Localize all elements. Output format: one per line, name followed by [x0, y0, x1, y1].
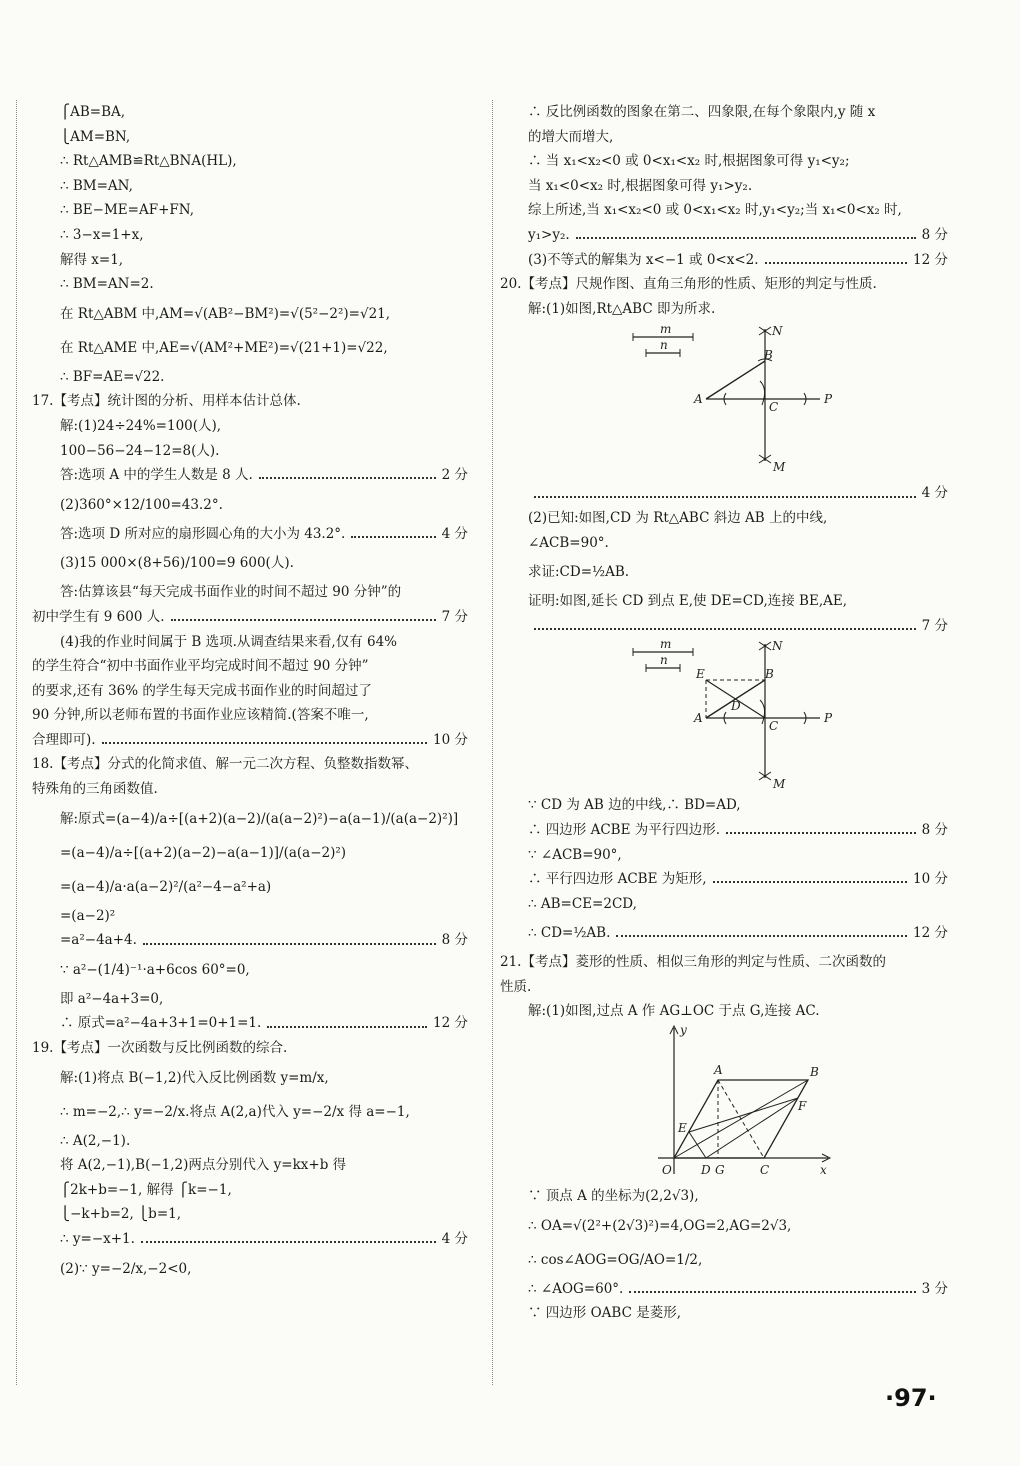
left-line-5: [60, 223, 468, 248]
dot-leader: [171, 619, 436, 621]
left-text-30: =(a−2)²: [60, 907, 116, 924]
left-line-15: [60, 488, 468, 522]
right-d-text-2: ∴ cos∠AOG=OG/AO=1/2,: [528, 1251, 703, 1268]
right-c-line-7: [500, 975, 948, 1000]
right-a-text-5: y₁>y₂.: [528, 226, 570, 243]
fig3-label-C: C: [760, 1163, 770, 1178]
right-b-text-2: ∠ACB=90°.: [528, 534, 609, 551]
left-line-36: [60, 1061, 468, 1095]
left-text-17: (3)15 000×(8+56)/100=9 600(人).: [60, 555, 294, 572]
left-text-37: ∴ m=−2,∴ y=−2/x.将点 A(2,a)代入 y=−2/x 得 a=−1,: [60, 1103, 410, 1120]
left-text-18: 答:估算该县“每天完成书面作业的时间不超过 90 分钟”的: [60, 584, 402, 601]
left-text-16: 答:选项 D 所对应的扇形圆心角的大小为 43.2°.: [60, 525, 346, 542]
right-c-score-5: 12 分: [913, 925, 948, 942]
right-a-text-0: ∴ 反比例函数的图象在第二、四象限,在每个象限内,y 随 x: [528, 104, 876, 120]
right-b-score-5: 7 分: [921, 617, 948, 634]
left-line-4: [60, 198, 468, 223]
column-divider-center: [492, 100, 493, 1385]
right-a-line-1: [528, 125, 948, 150]
left-text-29: =(a−4)/a·a(a−2)²/(a²−4−a²+a): [60, 878, 272, 895]
right-c-text-5: ∴ CD=½AB.: [528, 925, 611, 942]
right-a-text-2: ∴ 当 x₁<x₂<0 或 0<x₁<x₂ 时,根据图象可得 y₁<y₂;: [528, 153, 850, 170]
dot-leader: [102, 742, 427, 744]
right-c-line-5: [528, 916, 948, 950]
fig1-label-m: m: [660, 322, 672, 337]
left-text-0: ⎧AB=BA,: [60, 104, 126, 120]
fig2-label-M: M: [773, 777, 786, 792]
left-line-2: [60, 149, 468, 174]
left-text-7: ∴ BM=AN=2.: [60, 276, 154, 293]
left-line-29: [60, 870, 468, 904]
left-text-2: ∴ Rt△AMB≌Rt△BNA(HL),: [60, 153, 237, 170]
left-text-27: 解:原式=(a−4)/a÷[(a+2)(a−2)/(a(a−2)²)−a(a−1)/(a(a−2)²)]: [60, 810, 459, 827]
right-c-text-7: 性质.: [500, 978, 532, 995]
left-text-11: 17.【考点】统计图的分析、用样本估计总体.: [32, 393, 301, 410]
left-text-14: 答:选项 A 中的学生人数是 8 人.: [60, 467, 253, 484]
left-column: [32, 100, 468, 1286]
right-d-text-3: ∴ ∠AOG=60°.: [528, 1280, 624, 1297]
left-text-9: 在 Rt△AME 中,AE=√(AM²+ME²)=√(21+1)=√22,: [60, 339, 388, 356]
left-text-13: 100−56−24−12=8(人).: [60, 442, 220, 459]
left-line-23: [32, 703, 468, 728]
left-score-19: 7 分: [441, 608, 468, 625]
left-line-38: [60, 1129, 468, 1154]
fig1-label-A: A: [694, 392, 703, 407]
fig3-label-y: y: [680, 1024, 687, 1038]
left-line-35: [32, 1036, 468, 1061]
left-text-20: (4)我的作业时间属于 B 选项.从调查结果来看,仅有 64%: [60, 633, 398, 650]
left-text-1: ⎩AM=BN,: [60, 128, 131, 145]
dot-leader: [141, 1241, 436, 1243]
solution-19-continued: [500, 100, 948, 321]
dot-leader: [629, 1291, 915, 1293]
fig3-label-A: A: [714, 1063, 723, 1078]
right-d-text-1: ∴ OA=√(2²+(2√3)²)=4,OG=2,AG=2√3,: [528, 1217, 792, 1234]
right-c-text-1: ∴ 四边形 ACBE 为平行四边形.: [528, 821, 721, 838]
left-line-16: [60, 522, 468, 547]
dot-leader: [765, 262, 907, 264]
dot-leader: [713, 881, 907, 883]
left-line-3: [60, 174, 468, 199]
left-line-7: [60, 272, 468, 297]
fig2-label-A: A: [694, 711, 703, 726]
fig3-label-O: O: [662, 1163, 672, 1178]
right-a-line-2: [528, 149, 948, 174]
right-c-line-3: [528, 867, 948, 892]
left-score-24: 10 分: [433, 731, 468, 748]
right-d-line-1: [528, 1209, 948, 1243]
right-a-line-8: [528, 297, 948, 322]
dot-leader: [267, 1026, 427, 1028]
left-line-14: [60, 463, 468, 488]
dot-leader: [616, 935, 907, 937]
solution-20-part2: [528, 481, 948, 638]
right-c-score-1: 8 分: [921, 821, 948, 838]
dot-leader: [534, 496, 916, 498]
left-line-28: [60, 836, 468, 870]
fig2-label-C: C: [769, 719, 779, 734]
left-line-27: [60, 802, 468, 836]
left-line-18: [60, 580, 468, 605]
fig2-label-n: n: [660, 653, 668, 668]
fig1-label-B: B: [764, 348, 773, 363]
left-score-42: 4 分: [441, 1231, 468, 1247]
left-line-21: [32, 654, 468, 679]
right-a-line-0: [528, 100, 948, 125]
page-number: ·97·: [885, 1384, 937, 1412]
left-text-24: 合理即可).: [32, 731, 96, 748]
left-line-32: [60, 953, 468, 987]
right-d-line-2: [528, 1243, 948, 1277]
left-text-40: ⎧2k+b=−1, 解得 ⎧k=−1,: [60, 1181, 232, 1198]
right-c-line-1: [528, 818, 948, 843]
left-text-6: 解得 x=1,: [60, 251, 124, 268]
left-text-38: ∴ A(2,−1).: [60, 1132, 131, 1149]
left-line-31: [60, 928, 468, 953]
left-line-10: [60, 365, 468, 390]
right-b-line-0: [528, 481, 948, 506]
fig3-label-D: D: [701, 1163, 711, 1178]
right-d-line-4: [528, 1301, 948, 1326]
left-line-17: [60, 546, 468, 580]
left-line-24: [32, 728, 468, 753]
column-divider-left: [16, 100, 17, 1385]
left-line-41: [60, 1202, 468, 1227]
left-text-28: =(a−4)/a÷[(a+2)(a−2)−a(a−1)]/(a(a−2)²): [60, 844, 347, 861]
right-b-text-4: 证明:如图,延长 CD 到点 E,使 DE=CD,连接 BE,AE,: [528, 593, 848, 610]
fig1-label-M: M: [773, 460, 786, 475]
fig3-label-B: B: [810, 1065, 819, 1080]
left-line-40: [60, 1178, 468, 1203]
left-line-1: [60, 125, 468, 150]
right-c-text-6: 21.【考点】菱形的性质、相似三角形的判定与性质、二次函数的: [500, 954, 886, 971]
right-b-line-5: [528, 614, 948, 639]
right-b-line-1: [528, 506, 948, 531]
left-line-13: [60, 439, 468, 464]
left-line-26: [32, 777, 468, 802]
left-text-36: 解:(1)将点 B(−1,2)代入反比例函数 y=m/x,: [60, 1069, 329, 1086]
right-a-line-5: [528, 223, 948, 248]
left-line-9: [60, 331, 468, 365]
right-a-score-5: 8 分: [921, 226, 948, 243]
solution-20-proof-and-21: [500, 793, 948, 1024]
solution-21-continued: [528, 1184, 948, 1326]
right-a-line-7: [500, 272, 948, 297]
right-b-line-2: [528, 531, 948, 556]
left-line-22: [32, 679, 468, 704]
right-a-text-4: 综上所述,当 x₁<x₂<0 或 0<x₁<x₂ 时,y₁<y₂;当 x₁<0<x₂ 时,: [528, 202, 902, 219]
figure-20-1: [528, 321, 948, 481]
left-line-11: [32, 389, 468, 414]
dot-leader: [351, 536, 435, 538]
left-text-5: ∴ 3−x=1+x,: [60, 226, 144, 243]
right-c-text-0: ∵ CD 为 AB 边的中线,∴ BD=AD,: [528, 797, 741, 814]
left-line-34: [60, 1011, 468, 1036]
left-text-35: 19.【考点】一次函数与反比例函数的综合.: [32, 1040, 288, 1057]
fig2-label-P: P: [824, 711, 833, 726]
left-text-21: 的学生符合“初中书面作业平均完成时间不超过 90 分钟”: [32, 658, 369, 675]
fig3-label-F: F: [798, 1099, 807, 1114]
right-c-line-0: [528, 793, 948, 818]
right-c-text-8: 解:(1)如图,过点 A 作 AG⊥OC 于点 G,连接 AC.: [528, 1003, 820, 1020]
dot-leader: [143, 943, 436, 945]
left-text-39: 将 A(2,−1),B(−1,2)两点分别代入 y=kx+b 得: [60, 1157, 347, 1174]
dot-leader: [534, 628, 916, 630]
left-text-22: 的要求,还有 36% 的学生每天完成书面作业的时间超过了: [32, 682, 372, 699]
fig3-label-G: G: [715, 1163, 725, 1178]
left-text-33: 即 a²−4a+3=0,: [60, 990, 164, 1007]
right-column: [500, 100, 948, 1326]
left-line-0: [60, 100, 468, 125]
fig2-label-N: N: [772, 639, 783, 654]
right-c-text-3: ∴ 平行四边形 ACBE 为矩形,: [528, 871, 707, 888]
left-text-19: 初中学生有 9 600 人.: [32, 608, 165, 625]
fig1-label-P: P: [824, 392, 833, 407]
left-text-8: 在 Rt△ABM 中,AM=√(AB²−BM²)=√(5²−2²)=√21,: [60, 305, 391, 322]
right-a-line-3: [528, 174, 948, 199]
dot-leader: [576, 237, 916, 239]
left-text-15: (2)360°×12/100=43.2°.: [60, 496, 223, 513]
left-line-8: [60, 297, 468, 331]
fig2-label-D: D: [731, 699, 741, 714]
fig1-label-n: n: [660, 338, 668, 353]
right-d-line-0: [528, 1184, 948, 1209]
left-line-25: [32, 752, 468, 777]
right-b-line-4: [528, 589, 948, 614]
left-score-14: 2 分: [441, 467, 468, 484]
left-text-25: 18.【考点】分式的化简求值、解一元二次方程、负整数指数幂、: [32, 756, 418, 773]
left-text-10: ∴ BF=AE=√22.: [60, 368, 165, 385]
left-line-12: [60, 414, 468, 439]
left-score-16: 4 分: [441, 525, 468, 542]
right-b-text-1: (2)已知:如图,CD 为 Rt△ABC 斜边 AB 上的中线,: [528, 509, 828, 526]
left-line-33: [60, 987, 468, 1012]
fig3-label-E: E: [678, 1121, 687, 1136]
fig1-label-N: N: [772, 324, 783, 339]
left-text-41: ⎩−k+b=2, ⎩b=1,: [60, 1206, 182, 1223]
right-c-score-3: 10 分: [913, 871, 948, 888]
figure-20-2: [528, 638, 948, 793]
right-a-text-1: 的增大而增大,: [528, 128, 614, 145]
right-a-text-7: 20.【考点】尺规作图、直角三角形的性质、矩形的判定与性质.: [500, 276, 877, 293]
right-b-score-0: 4 分: [921, 485, 948, 502]
right-a-line-4: [528, 198, 948, 223]
left-text-34: ∴ 原式=a²−4a+3+1=0+1=1.: [60, 1015, 262, 1032]
fig2-label-m: m: [660, 638, 672, 652]
left-text-32: ∵ a²−(1/4)⁻¹·a+6cos 60°=0,: [60, 961, 250, 978]
left-text-43: (2)∵ y=−2/x,−2<0,: [60, 1260, 192, 1277]
fig2-label-B: B: [765, 667, 774, 682]
right-a-text-8: 解:(1)如图,Rt△ABC 即为所求.: [528, 300, 716, 317]
left-text-12: 解:(1)24÷24%=100(人),: [60, 417, 222, 434]
left-text-4: ∴ BE−ME=AF+FN,: [60, 202, 194, 219]
right-c-text-4: ∴ AB=CE=2CD,: [528, 895, 637, 912]
left-score-31: 8 分: [441, 932, 468, 949]
right-c-line-2: [528, 843, 948, 868]
fig1-label-C: C: [769, 400, 779, 415]
right-d-text-4: ∵ 四边形 OABC 是菱形,: [528, 1305, 681, 1322]
right-a-line-6: [528, 248, 948, 273]
left-line-39: [60, 1153, 468, 1178]
figure-21: [528, 1024, 948, 1184]
left-text-26: 特殊角的三角函数值.: [32, 781, 158, 798]
right-a-score-6: 12 分: [913, 251, 948, 268]
left-line-42: [60, 1227, 468, 1252]
left-line-20: [60, 630, 468, 655]
right-d-text-0: ∵ 顶点 A 的坐标为(2,2√3),: [528, 1188, 699, 1205]
left-text-23: 90 分钟,所以老师布置的书面作业应该精简.(答案不唯一,: [32, 707, 369, 724]
left-score-34: 12 分: [433, 1015, 468, 1032]
left-text-31: =a²−4a+4.: [60, 932, 137, 949]
dot-leader: [259, 477, 436, 479]
right-b-line-3: [528, 555, 948, 589]
right-c-line-4: [528, 892, 948, 917]
right-d-score-3: 3 分: [921, 1280, 948, 1297]
left-text-42: ∴ y=−x+1.: [60, 1231, 135, 1247]
left-line-30: [60, 904, 468, 929]
left-line-19: [32, 605, 468, 630]
left-line-43: [60, 1252, 468, 1286]
right-c-line-8: [528, 999, 948, 1024]
right-d-line-3: [528, 1277, 948, 1302]
right-c-line-6: [500, 950, 948, 975]
left-line-6: [60, 248, 468, 273]
fig3-label-x: x: [820, 1163, 827, 1178]
right-a-text-6: (3)不等式的解集为 x<−1 或 0<x<2.: [528, 251, 759, 268]
fig2-label-E: E: [696, 667, 705, 682]
right-a-text-3: 当 x₁<0<x₂ 时,根据图象可得 y₁>y₂.: [528, 177, 753, 194]
right-b-text-3: 求证:CD=½AB.: [528, 564, 630, 581]
left-line-37: [60, 1095, 468, 1129]
dot-leader: [726, 832, 916, 834]
right-c-text-2: ∵ ∠ACB=90°,: [528, 846, 622, 863]
left-text-3: ∴ BM=AN,: [60, 177, 133, 194]
